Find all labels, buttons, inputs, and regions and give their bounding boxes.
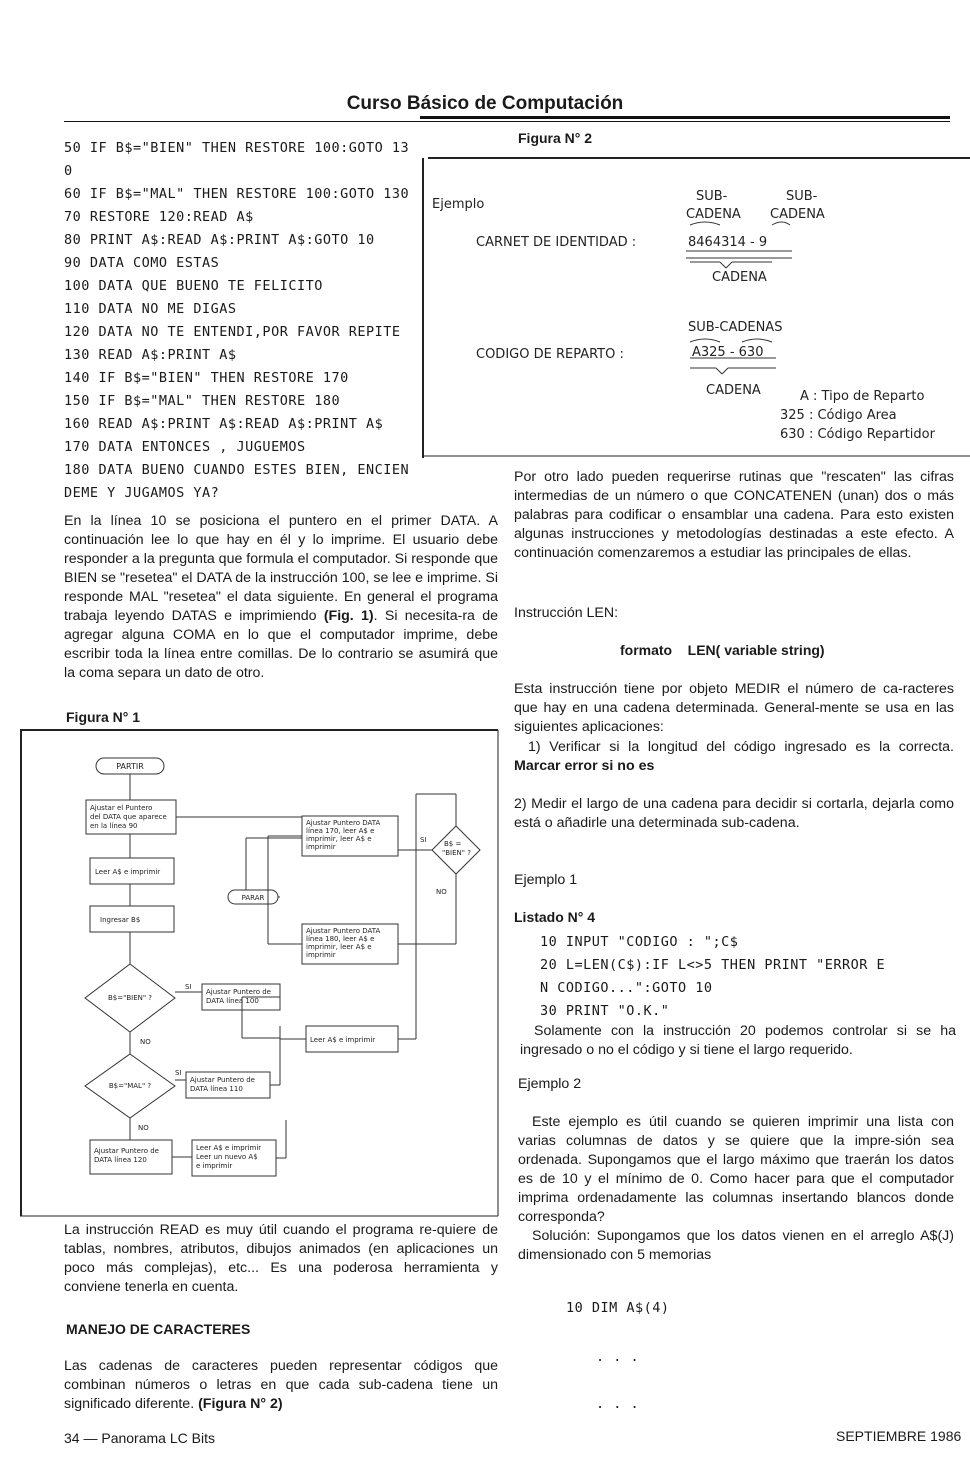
box-leer-nuevo-label: Leer A$ e imprimir Leer un nuevo A$ e imprimir (196, 1144, 262, 1170)
page-header-title: Curso Básico de Computación (346, 93, 624, 114)
code-line: 100 DATA QUE BUENO TE FELICITO (64, 278, 323, 294)
section-heading: MANEJO DE CARACTERES (66, 1321, 251, 1337)
paragraph-text: En la línea 10 se posiciona el puntero en el primer DATA. A continuación lee lo que hay en él y lo imprime. El usuario debe responder a la pregunta que formula el computador. Si responde que BIEN se "resetea" el DATA de la instrucción 100, se lee e imprime. Si responde MAL "resetea" el data siguiente. En general el programa trabaja leyendo DATAS e imprimiendo (64, 513, 498, 624)
ejemplo-2-label: Ejemplo 2 (518, 1076, 582, 1092)
code-line: 80 PRINT A$:READ A$:PRINT A$:GOTO 10 (64, 232, 375, 248)
code-line: DEME Y JUGAMOS YA? (64, 485, 220, 501)
box-ingresar-label: Ingresar B$ (100, 916, 141, 924)
decision-bien-label: B$="BIEN" ? (107, 994, 153, 1002)
sub-label-1: SUB- (696, 189, 728, 204)
paragraph-ejemplo-2: Este ejemplo es útil cuando se quieren imprimir una lista con varias columnas de datos y se quiere que la impre-sión sea ordenada. Supongamos que el largo máximo que traerán los datos es de 10 y el mínimo de 0. Como hacer para que el computador imprima ordenadamente las columnas insertando blancos donde corresponda? (518, 1114, 954, 1225)
code-line: 160 READ A$:PRINT A$:READ A$:PRINT A$ (64, 416, 384, 432)
legend-1: A : Tipo de Reparto (800, 389, 925, 404)
decision-mal-label: B$="MAL" ? (108, 1082, 152, 1090)
paragraph-text: Las cadenas de caracteres pueden representar códigos que combinan números o letras en que cada sub-cadena tiene un significado diferente. (64, 1358, 498, 1412)
paragraph-len-description: Esta instrucción tiene por objeto MEDIR el número de ca-racteres que hay en una cadena determinada. General-mente se usa en las siguientes aplicaciones: (514, 681, 954, 735)
no-label-3: NO (436, 888, 447, 896)
subcadenas-label: SUB-CADENAS (688, 320, 783, 335)
code-line: 110 DATA NO ME DIGAS (64, 301, 237, 317)
paragraph-instruccion-20: Solamente con la instrucción 20 podemos controlar si se ha ingresado o no el código y si tiene el largo requerido. (520, 1023, 956, 1058)
footer-page-number: 34 — Panorama LC Bits (64, 1430, 215, 1446)
figure-2-svg (420, 150, 970, 462)
code-line: 70 RESTORE 120:READ A$ (64, 209, 254, 225)
si-label-1: SI (185, 983, 192, 991)
figure-1-flowchart (20, 728, 500, 1218)
decision-bien-2-label-a: B$ = "BIEN" ? (442, 840, 471, 857)
box-ajustar-100-label: Ajustar Puntero de DATA línea 100 (206, 988, 271, 1005)
legend-3: 630 : Código Repartidor (780, 427, 935, 442)
cadena-label-1: CADENA (686, 207, 741, 222)
code-line: 60 IF B$="MAL" THEN RESTORE 100:GOTO 130 (64, 186, 410, 202)
code-ellipsis-1: . . . (596, 1349, 640, 1365)
cadena-label-2: CADENA (770, 207, 825, 222)
ejemplo-1-label: Ejemplo 1 (514, 872, 578, 888)
carnet-label: CARNET DE IDENTIDAD : (476, 235, 637, 250)
figure-1-label: Figura N° 1 (66, 709, 141, 725)
code-line: 130 READ A$:PRINT A$ (64, 347, 237, 363)
paragraph-read-instruction: La instrucción READ es muy útil cuando el programa re-quiere de tablas, nombres, atributos, dibujos animados (en aplicaciones un poco más complejas), etc... Es una poderosa herramienta y conviene tenerla en cuenta. (64, 1222, 498, 1295)
si-label-2: SI (175, 1069, 182, 1077)
header-rule-thin (64, 121, 950, 122)
len-format: formato LEN( variable string) (620, 642, 825, 658)
box-ajustar-180-label: Ajustar Puntero DATA línea 180, leer A$ e imprimir, leer A$ e imprimir (306, 927, 381, 959)
code-line: 90 DATA COMO ESTAS (64, 255, 220, 271)
box-ajustar-120-label: Ajustar Puntero de DATA línea 120 (94, 1147, 159, 1164)
code-dim: 10 DIM A$(4) (566, 1300, 670, 1316)
figure-2-diagram (420, 150, 970, 462)
header-rule (420, 116, 950, 119)
list-item-bold: Marcar error si no es (514, 758, 655, 774)
box-ajustar-110-label: Ajustar Puntero de DATA línea 110 (190, 1076, 255, 1093)
codigo-value: A325 - 630 (692, 345, 764, 360)
code-line: 30 PRINT "O.K." (540, 1003, 670, 1019)
cadena-label-b: CADENA (706, 383, 761, 398)
legend-2: 325 : Código Area (780, 408, 897, 423)
box-leer-label: Leer A$ e imprimir (95, 868, 161, 876)
list-item-text: 1) Verificar si la longitud del código ingresado es la correcta. (528, 739, 954, 755)
code-line: 0 (64, 163, 73, 179)
code-line: 20 L=LEN(C$):IF L<>5 THEN PRINT "ERROR E (540, 957, 886, 973)
list-item-2: 2) Medir el largo de una cadena para decidir si cortarla, dejarla como está o añadirle una determinada sub-cadena. (514, 796, 954, 831)
list-item-1 (514, 738, 954, 776)
paragraph-solucion: Solución: Supongamos que los datos vienen en el arreglo A$(J) dimensionado con 5 memorias (518, 1228, 954, 1263)
listado-4-label: Listado N° 4 (514, 909, 596, 925)
code-line: N CODIGO...":GOTO 10 (540, 980, 713, 996)
box-ajustar-90-label: Ajustar el Puntero del DATA que aparece en la línea 90 (90, 804, 167, 830)
figure-reference: (Fig. 1) (323, 608, 374, 624)
paragraph-line-10-explanation (64, 512, 498, 683)
cadena-label-a: CADENA (712, 270, 767, 285)
code-line: 150 IF B$="MAL" THEN RESTORE 180 (64, 393, 341, 409)
parar-label: PARAR (241, 894, 265, 902)
paragraph-cadenas (64, 1357, 498, 1414)
code-ellipsis-2: . . . (596, 1396, 640, 1412)
paragraph-rescatar: Por otro lado pueden requerirse rutinas que "rescaten" las cifras intermedias de un número o que CONCATENEN (unan) dos o más palabras para codificar o ensamblar una cadena. Para esto existen algunas instrucciones y metodologías destinadas a este efecto. A continuación comenzaremos a estudiar las principales de ellas. (514, 469, 954, 561)
sub-label-2: SUB- (786, 189, 818, 204)
footer-date: SEPTIEMBRE 1986 (836, 1428, 962, 1444)
code-line: 10 INPUT "CODIGO : ";C$ (540, 934, 739, 950)
partir-label: PARTIR (116, 762, 144, 771)
box-ajustar-170-label: Ajustar Puntero DATA línea 170, leer A$ e imprimir, leer A$ e imprimir (306, 819, 381, 851)
carnet-value: 8464314 - 9 (688, 235, 768, 250)
si-label-3: SI (420, 836, 427, 844)
code-line: 50 IF B$="BIEN" THEN RESTORE 100:GOTO 13 (64, 140, 410, 156)
code-line: 180 DATA BUENO CUANDO ESTES BIEN, ENCIEN (64, 462, 410, 478)
instruccion-len-label: Instrucción LEN: (514, 605, 619, 621)
code-line: 120 DATA NO TE ENTENDI,POR FAVOR REPITE (64, 324, 401, 340)
code-line: 170 DATA ENTONCES , JUGUEMOS (64, 439, 306, 455)
no-label-2: NO (138, 1124, 149, 1132)
figure-2-label: Figura N° 2 (518, 130, 593, 146)
figure-reference: (Figura N° 2) (198, 1396, 283, 1412)
ejemplo-label: Ejemplo (432, 197, 485, 212)
paragraph-text: . Si necesita-ra de agregar alguna COMA en lo que el computador imprime, debe escribir toda la línea entre comillas. De lo contrario se asumirá que la coma separa un dato de otro. (64, 608, 499, 681)
no-label-1: NO (140, 1038, 151, 1046)
flowchart-svg (20, 728, 500, 1218)
box-leer-imprimir-2-label: Leer A$ e imprimir (310, 1036, 376, 1044)
codigo-label: CODIGO DE REPARTO : (476, 347, 624, 362)
code-line: 140 IF B$="BIEN" THEN RESTORE 170 (64, 370, 349, 386)
